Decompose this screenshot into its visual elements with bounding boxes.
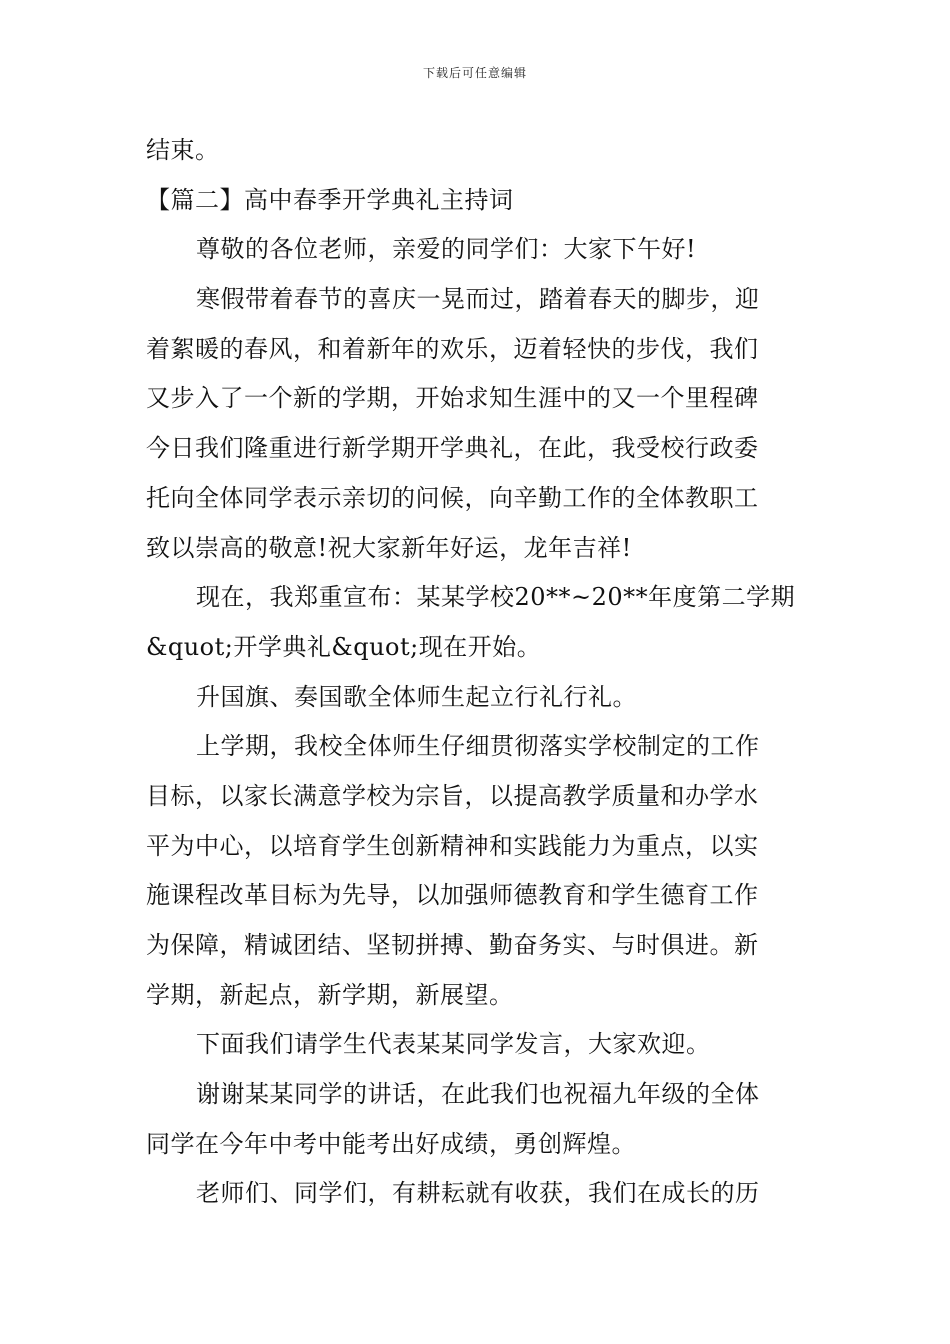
- text-line: 施课程改革目标为先导，以加强师德教育和学生德育工作: [146, 881, 759, 910]
- text-line: 谢谢某某同学的讲话，在此我们也祝福九年级的全体: [196, 1080, 760, 1109]
- text-line: 着絮暖的春风，和着新年的欢乐，迈着轻快的步伐，我们: [146, 334, 759, 363]
- text-line: 上学期，我校全体师生仔细贯彻落实学校制定的工作: [196, 732, 760, 761]
- text-line: 下面我们请学生代表某某同学发言，大家欢迎。: [196, 1030, 711, 1059]
- text-line: 平为中心，以培育学生创新精神和实践能力为重点，以实: [146, 831, 759, 860]
- text-line: 又步入了一个新的学期，开始求知生涯中的又一个里程碑: [146, 384, 759, 413]
- text-line: 老师们、同学们，有耕耘就有收获，我们在成长的历: [196, 1179, 760, 1208]
- text-line: 尊敬的各位老师，亲爱的同学们：大家下午好!: [196, 235, 697, 264]
- document-body: [146, 126, 808, 1219]
- text-line: 【篇二】高中春季开学典礼主持词: [146, 185, 514, 214]
- text-line: 现在，我郑重宣布：某某学校20**~20**年度第二学期: [196, 583, 796, 612]
- text-line: 托向全体同学表示亲切的问候，向辛勤工作的全体教职工: [146, 483, 759, 512]
- text-line: 升国旗、奏国歌全体师生起立行礼行礼。: [196, 682, 637, 711]
- header-note: 下载后可任意编辑: [422, 66, 527, 80]
- text-line: 学期，新起点，新学期，新展望。: [146, 980, 514, 1009]
- text-line: 为保障，精诚团结、坚韧拼搏、勤奋务实、与时俱进。新: [146, 931, 759, 959]
- text-line: 同学在今年中考中能考出好成绩，勇创辉煌。: [146, 1129, 636, 1158]
- text-line: 目标，以家长满意学校为宗旨，以提高教学质量和办学水: [146, 781, 759, 810]
- text-line: 致以崇高的敬意!祝大家新年好运，龙年吉祥!: [146, 533, 632, 562]
- text-line: 寒假带着春节的喜庆一晃而过，踏着春天的脚步，迎: [196, 285, 760, 314]
- text-line: 今日我们隆重进行新学期开学典礼，在此，我受校行政委: [146, 434, 759, 463]
- text-line: &quot;开学典礼&quot;现在开始。: [146, 632, 542, 661]
- text-line: 结束。: [146, 136, 220, 164]
